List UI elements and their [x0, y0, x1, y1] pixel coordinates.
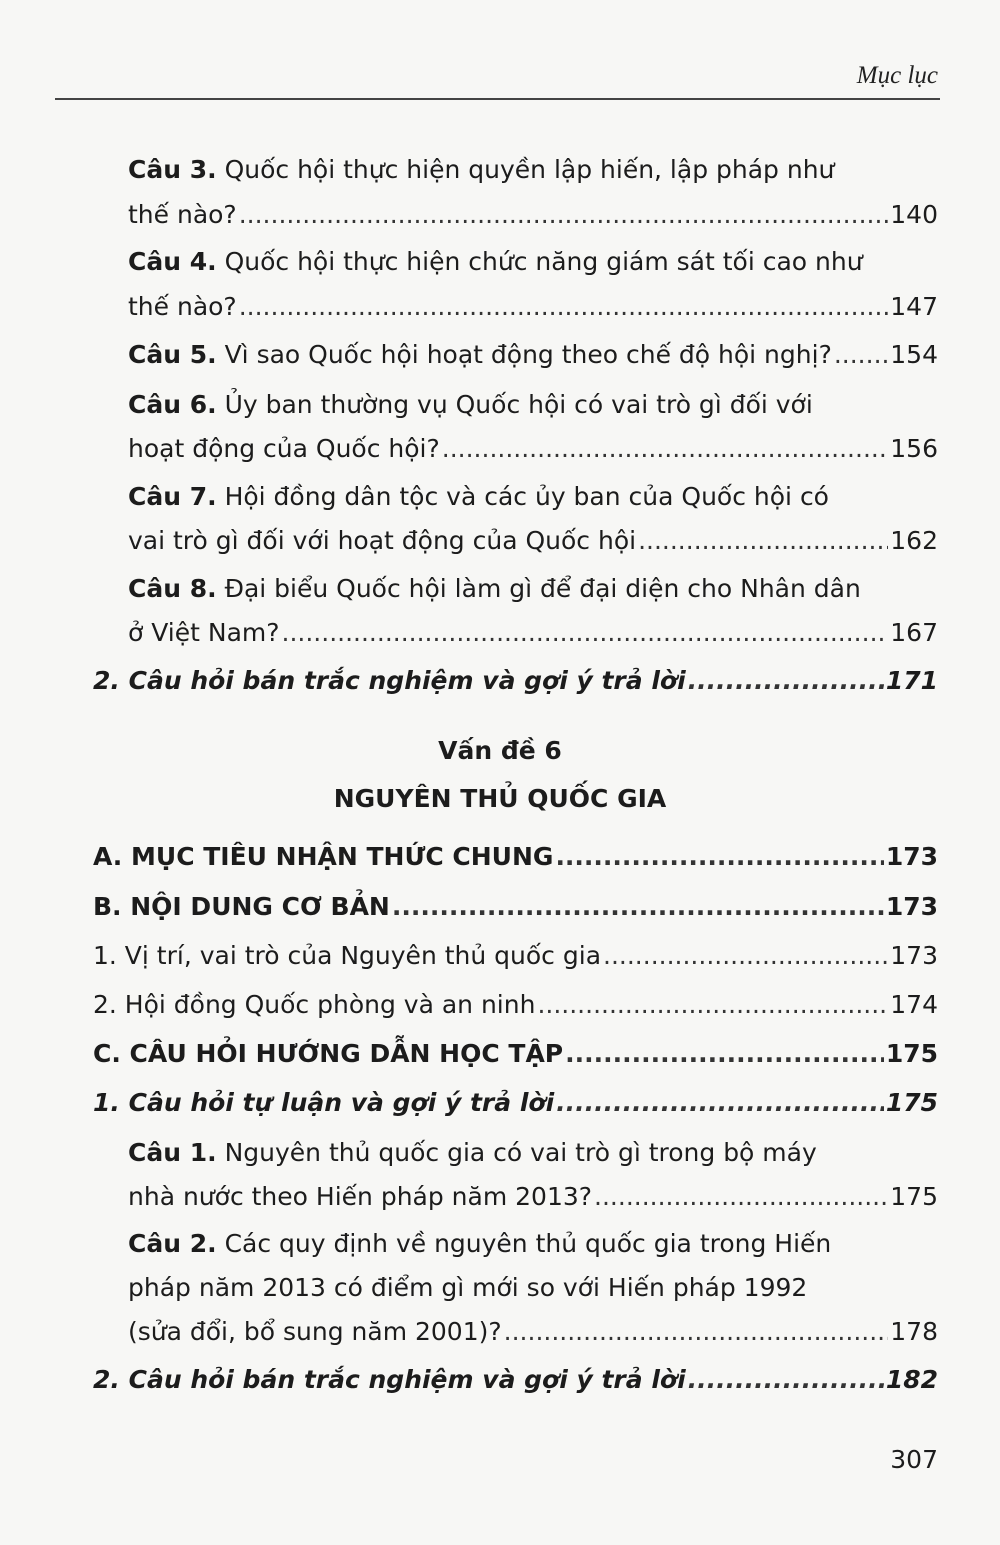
section-title: 2. Câu hỏi bán trắc nghiệm và gợi ý trả lời: [93, 1365, 686, 1394]
dot-leader: [555, 842, 883, 872]
chapter-title: NGUYÊN THỦ QUỐC GIA: [333, 784, 667, 813]
toc-entry-section-a[interactable]: [93, 842, 938, 872]
question-text: Hội đồng dân tộc và các ủy ban của Quốc hội có: [216, 482, 829, 511]
toc-entry-q5[interactable]: [128, 340, 938, 370]
question-label: Câu 6.: [128, 390, 217, 419]
question-label: Câu 7.: [128, 482, 217, 511]
dot-leader: [282, 618, 889, 648]
toc-entry-q8-line2[interactable]: [128, 618, 938, 648]
dot-leader: [239, 292, 889, 322]
dot-leader: [688, 1365, 884, 1395]
dot-leader: [688, 666, 884, 696]
page-ref: 147: [890, 292, 938, 321]
question-label: Câu 1.: [128, 1138, 217, 1167]
section-title: C. CÂU HỎI HƯỚNG DẪN HỌC TẬP: [93, 1039, 564, 1068]
page-ref: 171: [885, 666, 938, 695]
question-text: Các quy định về nguyên thủ quốc gia trong Hiến: [216, 1229, 832, 1258]
section-title: A. MỤC TIÊU NHẬN THỨC CHUNG: [93, 842, 554, 871]
running-header: Mục lục: [856, 62, 938, 89]
subsection-title: 2. Hội đồng Quốc phòng và an ninh: [93, 990, 536, 1019]
toc-entry-section-b[interactable]: [93, 892, 938, 922]
question-text-cont: nhà nước theo Hiến pháp năm 2013?: [128, 1182, 593, 1211]
page-ref: 178: [890, 1317, 938, 1346]
question-label: Câu 8.: [128, 574, 217, 603]
question-text: Ủy ban thường vụ Quốc hội có vai trò gì đối với: [216, 390, 813, 419]
toc-entry-q7-line2[interactable]: [128, 526, 938, 556]
question-text: Quốc hội thực hiện chức năng giám sát tối cao như: [216, 247, 863, 276]
page-number: 307: [890, 1445, 938, 1474]
toc-entry-q6-line1: [128, 390, 938, 420]
page-ref: 175: [885, 1039, 938, 1068]
dot-leader: [442, 434, 889, 464]
question-text-cont: vai trò gì đối với hoạt động của Quốc hội: [128, 526, 637, 555]
page-ref: 182: [885, 1365, 938, 1394]
dot-leader: [537, 990, 888, 1020]
page-ref: 175: [885, 1088, 938, 1117]
chapter-label: Vấn đề 6: [438, 736, 562, 765]
toc-entry-q4-line2[interactable]: [128, 292, 938, 322]
toc-entry-c2-line1: [128, 1229, 938, 1259]
question-label: Câu 3.: [128, 155, 217, 184]
subsection-title: 1. Vị trí, vai trò của Nguyên thủ quốc gia: [93, 941, 602, 970]
section-title: 2. Câu hỏi bán trắc nghiệm và gợi ý trả lời: [93, 666, 686, 695]
page-ref: 154: [890, 340, 938, 369]
question-text: Nguyên thủ quốc gia có vai trò gì trong bộ máy: [216, 1138, 817, 1167]
question-text-cont: ở Việt Nam?: [128, 618, 280, 647]
page-ref: 140: [890, 200, 938, 229]
question-text: Đại biểu Quốc hội làm gì để đại diện cho Nhân dân: [216, 574, 861, 603]
toc-entry-semi-mc-2[interactable]: [93, 1365, 938, 1395]
question-text-cont: thế nào?: [128, 292, 237, 321]
dot-leader: [594, 1182, 888, 1212]
page-ref: 174: [890, 990, 938, 1019]
question-text-cont: pháp năm 2013 có điểm gì mới so với Hiến pháp 1992: [128, 1273, 808, 1302]
dot-leader: [603, 941, 888, 971]
toc-entry-q7-line1: [128, 482, 938, 512]
toc-entry-q6-line2[interactable]: [128, 434, 938, 464]
question-line: [128, 340, 832, 370]
question-text-cont: thế nào?: [128, 200, 237, 229]
toc-entry-essay[interactable]: [93, 1088, 938, 1118]
question-text: Quốc hội thực hiện quyền lập hiến, lập pháp như: [216, 155, 835, 184]
question-label: Câu 4.: [128, 247, 217, 276]
toc-entry-q8-line1: [128, 574, 938, 604]
question-label: Câu 2.: [128, 1229, 217, 1258]
toc-entry-c2-line3[interactable]: [128, 1317, 938, 1347]
dot-leader: [239, 200, 889, 230]
toc-entry-c1-line2[interactable]: [128, 1182, 938, 1212]
dot-leader: [565, 1039, 884, 1069]
page-ref: 173: [885, 842, 938, 871]
toc-entry-semi-mc-1[interactable]: [93, 666, 938, 696]
page-ref: 167: [890, 618, 938, 647]
toc-entry-b2[interactable]: [93, 990, 938, 1020]
dot-leader: [556, 1088, 884, 1118]
page-ref: 175: [890, 1182, 938, 1211]
page-ref: 173: [885, 892, 938, 921]
question-label: Câu 5.: [128, 340, 217, 369]
page-ref: 156: [890, 434, 938, 463]
toc-entry-c2-line2: [128, 1273, 938, 1303]
question-text-cont: (sửa đổi, bổ sung năm 2001)?: [128, 1317, 502, 1346]
dot-leader: [504, 1317, 889, 1347]
dot-leader: [638, 526, 888, 556]
toc-entry-q3-line1: [128, 155, 938, 185]
dot-leader: [834, 340, 888, 370]
page-ref: 173: [890, 941, 938, 970]
toc-entry-c1-line1: [128, 1138, 938, 1168]
toc-entry-section-c[interactable]: [93, 1039, 938, 1069]
toc-entry-q3-line2[interactable]: [128, 200, 938, 230]
section-title: B. NỘI DUNG CƠ BẢN: [93, 892, 390, 921]
question-text: Vì sao Quốc hội hoạt động theo chế độ hội nghị?: [216, 340, 832, 369]
toc-entry-q4-line1: [128, 247, 938, 277]
section-title: 1. Câu hỏi tự luận và gợi ý trả lời: [93, 1088, 555, 1117]
header-rule: [55, 98, 940, 100]
dot-leader: [392, 892, 884, 922]
question-text-cont: hoạt động của Quốc hội?: [128, 434, 440, 463]
page-ref: 162: [890, 526, 938, 555]
toc-entry-b1[interactable]: [93, 941, 938, 971]
